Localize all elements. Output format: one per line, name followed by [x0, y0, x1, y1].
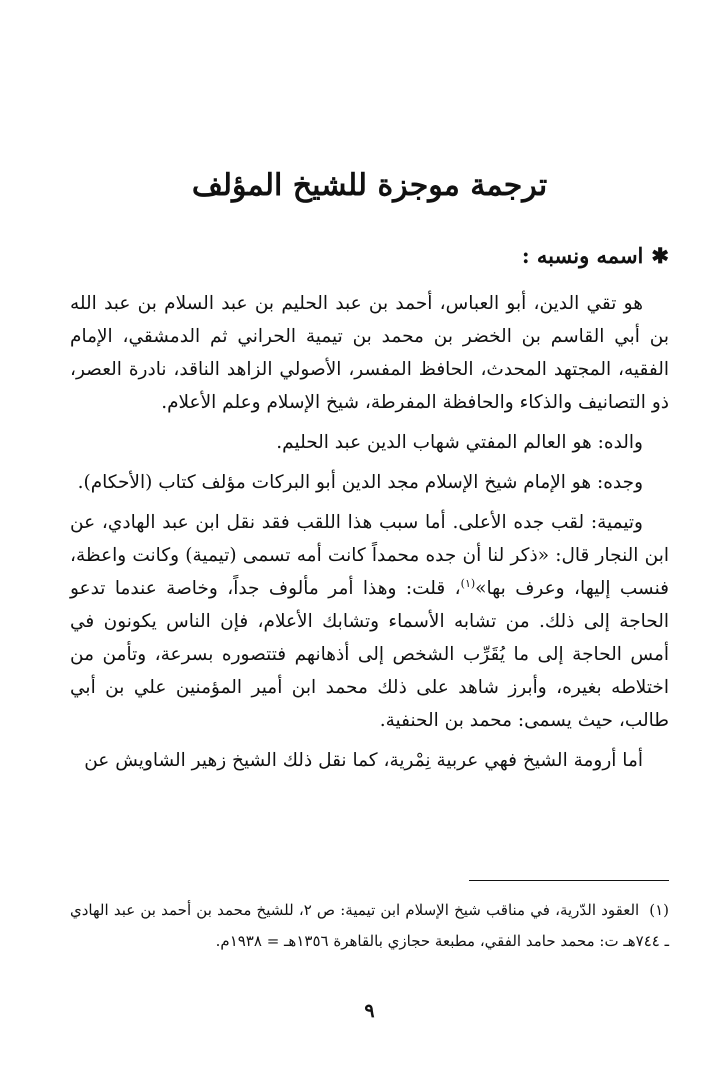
paragraph-father: والده: هو العالم المفتي شهاب الدين عبد الحليم. — [276, 432, 643, 453]
footnote — [70, 895, 669, 957]
page-number: ٩ — [364, 1000, 375, 1022]
paragraph-grandfather: وجده: هو الإمام شيخ الإسلام مجد الدين أبو البركات مؤلف كتاب (الأحكام). — [77, 472, 643, 493]
star-icon: ✱ — [651, 243, 669, 268]
footnote-reference[interactable]: (١) — [460, 576, 476, 590]
paragraph-taymiyya — [70, 506, 669, 737]
section-heading — [70, 240, 669, 272]
paragraph-origin: أما أرومة الشيخ فهي عربية نِمْرية، كما نقل ذلك الشيخ زهير الشاويش عن — [84, 750, 643, 771]
footnote-number: (١) — [649, 901, 669, 919]
paragraph-taymiyya-part-1: وتيمية: لقب جده الأعلى. أما سبب هذا اللقب فقد نقل ابن عبد الهادي، عن ابن النجار قال: «ذكر لنا أن جده محمداً كانت أمه تسمى (تيمية) وكانت واعظة، فنسب إليها، وعرف بها» — [70, 512, 669, 599]
page — [70, 0, 669, 1088]
footnote-text: العقود الدّرية، في مناقب شيخ الإسلام ابن تيمية: ص ٢، للشيخ محمد بن أحمد بن عبد الهادي ـ ٧٤٤هـ ت: محمد حامد الفقي، مطبعة حجازي بالقاهرة ١٣٥٦هـ = ١٩٣٨م. — [70, 901, 669, 950]
footnote-divider — [469, 880, 669, 881]
paragraph-name-lineage: هو تقي الدين، أبو العباس، أحمد بن عبد الحليم بن عبد السلام بن عبد الله بن أبي القاسم بن الخضر بن محمد بن تيمية الحراني ثم الدمشقي، الإمام الفقيه، المجتهد المحدث، الحافظ المفسر، الأصولي الزاهد الناقد، نادرة العصر، ذو التصانيف والذكاء والحافظة المفرطة، شيخ الإسلام وعلم الأعلام. — [70, 293, 669, 413]
section-heading-text: اسمه ونسبه : — [521, 243, 644, 268]
body-text — [70, 287, 669, 784]
page-title: ترجمة موجزة للشيخ المؤلف — [191, 168, 548, 203]
paragraph-taymiyya-part-2: ، قلت: وهذا أمر مألوف جداً، وخاصة عندما تدعو الحاجة إلى ذلك. من تشابه الأسماء وتشابك الأعلام، فإن الناس يكونون في أمس الحاجة إلى ما يُقَرِّب الشخص إلى أذهانهم فتتصوره بسرعة، وتأمن من اختلاطه بغيره، وأبرز شاهد على ذلك محمد ابن أمير المؤمنين علي بن أبي طالب، حيث يسمى: محمد بن الحنفية. — [70, 578, 669, 731]
